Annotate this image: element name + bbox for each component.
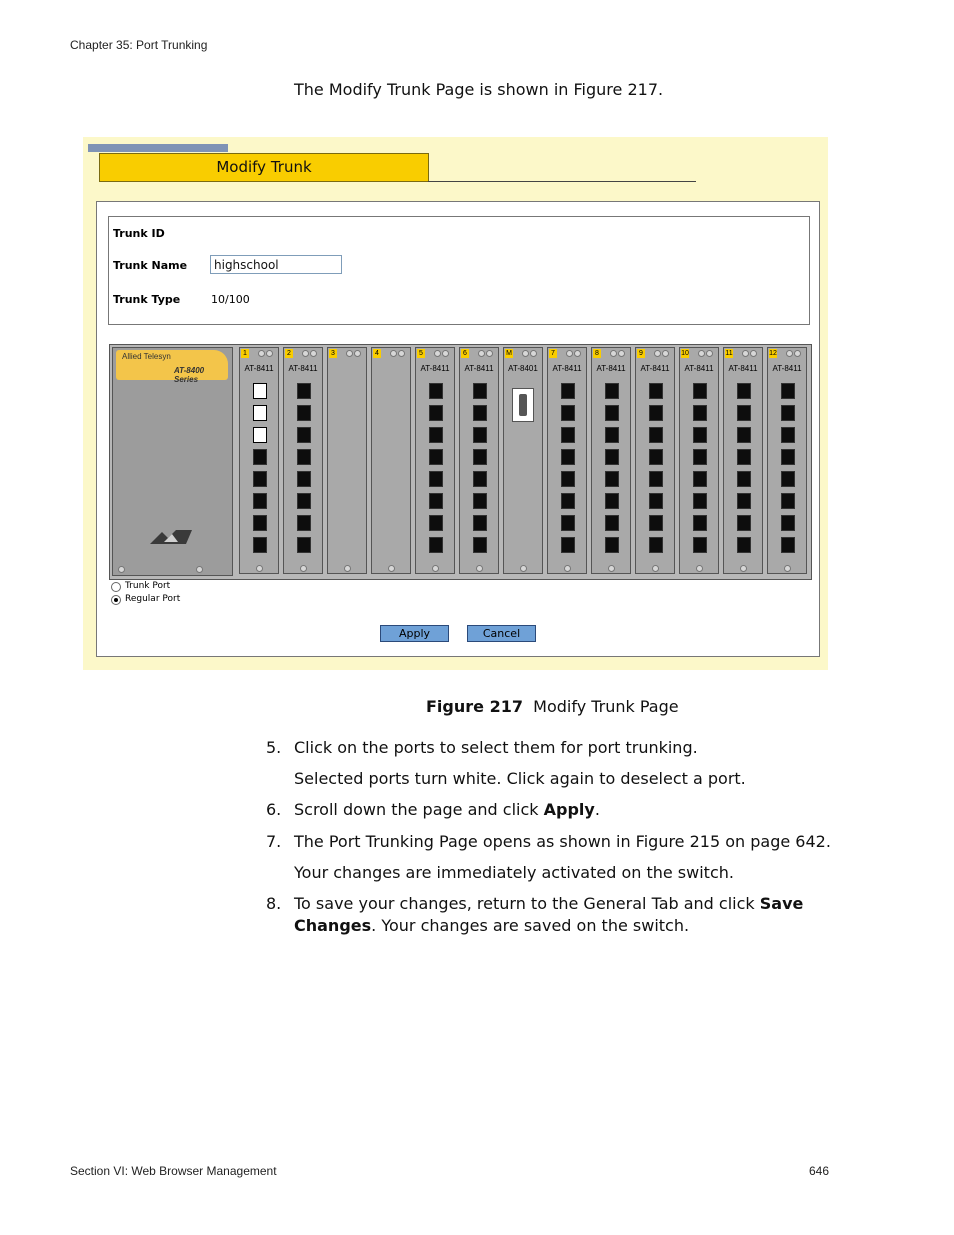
ethernet-port[interactable]	[297, 405, 311, 421]
ethernet-port[interactable]	[253, 449, 267, 465]
ethernet-port[interactable]	[605, 515, 619, 531]
ethernet-port[interactable]	[253, 493, 267, 509]
ethernet-port[interactable]	[737, 537, 751, 553]
ethernet-port[interactable]	[693, 383, 707, 399]
slot-model: AT-8411	[684, 364, 714, 373]
ethernet-port[interactable]	[693, 449, 707, 465]
allied-mark-icon	[148, 528, 194, 546]
ethernet-port[interactable]	[781, 471, 795, 487]
ethernet-port[interactable]	[737, 515, 751, 531]
ethernet-port[interactable]	[297, 515, 311, 531]
ethernet-port[interactable]	[781, 537, 795, 553]
ethernet-port[interactable]	[605, 493, 619, 509]
ethernet-port[interactable]	[561, 493, 575, 509]
step-8-post: . Your changes are saved on the switch.	[371, 916, 690, 935]
step-5-note: Selected ports turn white. Click again to deselect a port.	[294, 769, 746, 788]
ethernet-port[interactable]	[473, 405, 487, 421]
ethernet-port[interactable]	[737, 405, 751, 421]
ethernet-port[interactable]	[429, 427, 443, 443]
slot-model: AT-8401	[508, 364, 538, 373]
screw-icon	[196, 566, 203, 573]
slot-model: AT-8411	[728, 364, 758, 373]
screw-icon	[750, 350, 757, 357]
slot-number: 2	[285, 349, 293, 358]
screw-icon	[302, 350, 309, 357]
ethernet-port[interactable]	[649, 449, 663, 465]
ethernet-port[interactable]	[429, 405, 443, 421]
screw-icon	[388, 565, 395, 572]
step-8-bold: Save	[759, 894, 804, 913]
ethernet-port[interactable]	[561, 383, 575, 399]
ethernet-port[interactable]	[649, 427, 663, 443]
slot-number: 4	[373, 349, 381, 358]
screw-icon	[608, 565, 615, 572]
figure-caption-label: Figure 217	[426, 697, 523, 716]
ethernet-port[interactable]	[561, 427, 575, 443]
slot-number: 3	[329, 349, 337, 358]
ethernet-port[interactable]	[473, 427, 487, 443]
ethernet-port[interactable]	[605, 383, 619, 399]
ethernet-port[interactable]	[253, 405, 267, 421]
tab-underline	[428, 181, 696, 182]
slot-model: AT-8411	[596, 364, 626, 373]
ethernet-port[interactable]	[605, 405, 619, 421]
cancel-button[interactable]: Cancel	[467, 625, 536, 642]
ethernet-port[interactable]	[429, 493, 443, 509]
ethernet-port[interactable]	[693, 405, 707, 421]
ethernet-port[interactable]	[297, 471, 311, 487]
logo-brand: Allied Telesyn	[122, 352, 171, 361]
screw-icon	[486, 350, 493, 357]
trunk-type-value: 10/100	[211, 293, 250, 306]
ethernet-port[interactable]	[781, 449, 795, 465]
ethernet-port[interactable]	[605, 537, 619, 553]
ethernet-port[interactable]	[429, 471, 443, 487]
screw-icon	[266, 350, 273, 357]
ethernet-port[interactable]	[473, 537, 487, 553]
screw-icon	[344, 565, 351, 572]
ethernet-port[interactable]	[781, 405, 795, 421]
ethernet-port[interactable]	[649, 493, 663, 509]
step-6-bold: Apply	[543, 800, 595, 819]
screw-icon	[434, 350, 441, 357]
ethernet-port[interactable]	[649, 405, 663, 421]
serial-port-icon	[512, 388, 534, 422]
ethernet-port[interactable]	[693, 537, 707, 553]
figure-caption	[426, 696, 679, 718]
ethernet-port[interactable]	[693, 515, 707, 531]
module-slot	[679, 347, 719, 574]
step-5-text: Click on the ports to select them for port trunking.	[294, 738, 698, 757]
slot-model: AT-8411	[464, 364, 494, 373]
ethernet-port[interactable]	[253, 515, 267, 531]
trunk-id-label: Trunk ID	[113, 227, 165, 240]
screw-icon	[256, 565, 263, 572]
slot-number: 12	[769, 350, 777, 357]
apply-button[interactable]: Apply	[380, 625, 449, 642]
slot-number: M	[506, 350, 512, 357]
slot-number: 5	[417, 349, 425, 358]
screw-icon	[300, 565, 307, 572]
ethernet-port[interactable]	[605, 449, 619, 465]
module-slot	[415, 347, 455, 574]
ethernet-port[interactable]	[693, 493, 707, 509]
step-7-note: Your changes are immediately activated on the switch.	[294, 863, 734, 882]
module-slot	[239, 347, 279, 574]
ethernet-port[interactable]	[605, 427, 619, 443]
footer-page-number: 646	[809, 1164, 830, 1178]
ethernet-port[interactable]	[649, 471, 663, 487]
module-slot	[547, 347, 587, 574]
ethernet-port[interactable]	[473, 515, 487, 531]
screw-icon	[432, 565, 439, 572]
ethernet-port[interactable]	[561, 405, 575, 421]
ethernet-port[interactable]	[473, 493, 487, 509]
screw-icon	[696, 565, 703, 572]
slot-number: 11	[725, 350, 733, 357]
ethernet-port[interactable]	[561, 449, 575, 465]
ethernet-port[interactable]	[737, 493, 751, 509]
step-6-pre: Scroll down the page and click	[294, 800, 544, 819]
slot-model: AT-8411	[420, 364, 450, 373]
ethernet-port[interactable]	[605, 471, 619, 487]
module-slot	[723, 347, 763, 574]
chapter-header: Chapter 35: Port Trunking	[70, 38, 208, 52]
slot-model: AT-8411	[244, 364, 274, 373]
trunk-type-label: Trunk Type	[113, 293, 181, 306]
screw-icon	[706, 350, 713, 357]
step-number: 7.	[266, 832, 282, 851]
step-number: 5.	[266, 738, 282, 757]
step-6-post: .	[594, 800, 600, 819]
ethernet-port[interactable]	[781, 515, 795, 531]
step-number: 6.	[266, 800, 282, 819]
logo-model: AT-8400 Series	[174, 366, 205, 384]
slot-number: 8	[593, 349, 601, 358]
screw-icon	[574, 350, 581, 357]
trunk-port-radio[interactable]	[111, 582, 121, 592]
screw-icon	[566, 350, 573, 357]
step-number: 8.	[266, 894, 282, 913]
screw-icon	[310, 350, 317, 357]
screw-icon	[522, 350, 529, 357]
screw-icon	[698, 350, 705, 357]
ethernet-port[interactable]	[693, 471, 707, 487]
screw-icon	[742, 350, 749, 357]
module-slot	[283, 347, 323, 574]
ethernet-port[interactable]	[781, 493, 795, 509]
ethernet-port[interactable]	[693, 427, 707, 443]
screw-icon	[478, 350, 485, 357]
ethernet-port[interactable]	[561, 515, 575, 531]
ethernet-port[interactable]	[429, 383, 443, 399]
ethernet-port[interactable]	[429, 515, 443, 531]
slot-number: 1	[241, 349, 249, 358]
ethernet-port[interactable]	[297, 537, 311, 553]
step-6-text	[294, 799, 600, 821]
ethernet-port[interactable]	[737, 383, 751, 399]
allied-telesyn-logo	[116, 350, 228, 384]
slot-number: 7	[549, 349, 557, 358]
step-8-text	[294, 893, 814, 937]
screw-icon	[786, 350, 793, 357]
ethernet-port[interactable]	[737, 471, 751, 487]
screw-icon	[794, 350, 801, 357]
slot-model: AT-8411	[552, 364, 582, 373]
screw-icon	[654, 350, 661, 357]
tab-modify-trunk[interactable]: Modify Trunk	[99, 153, 429, 182]
screw-icon	[442, 350, 449, 357]
step-8-pre: To save your changes, return to the General Tab and click	[294, 894, 760, 913]
ethernet-port[interactable]	[297, 427, 311, 443]
module-slot	[503, 347, 543, 574]
screw-icon	[530, 350, 537, 357]
ethernet-port[interactable]	[253, 537, 267, 553]
trunk-name-input[interactable]: highschool	[210, 255, 342, 274]
ethernet-port[interactable]	[649, 515, 663, 531]
step-7-text: The Port Trunking Page opens as shown in Figure 215 on page 642.	[294, 832, 831, 851]
ethernet-port[interactable]	[297, 493, 311, 509]
ethernet-port[interactable]	[649, 383, 663, 399]
step-8-bold: Changes	[294, 916, 372, 935]
screw-icon	[740, 565, 747, 572]
ethernet-port[interactable]	[649, 537, 663, 553]
module-slot	[591, 347, 631, 574]
slot-model: AT-8411	[288, 364, 318, 373]
ethernet-port[interactable]	[473, 471, 487, 487]
trunk-port-label: Trunk Port	[125, 581, 171, 591]
slot-number: 9	[637, 349, 645, 358]
screw-icon	[618, 350, 625, 357]
module-slot	[459, 347, 499, 574]
ethernet-port[interactable]	[737, 427, 751, 443]
ethernet-port[interactable]	[781, 427, 795, 443]
screw-icon	[564, 565, 571, 572]
module-slot	[371, 347, 411, 574]
figure-caption-text: Modify Trunk Page	[533, 697, 679, 716]
screw-icon	[662, 350, 669, 357]
ethernet-port[interactable]	[297, 383, 311, 399]
ethernet-port[interactable]	[253, 427, 267, 443]
tab-strip	[88, 144, 228, 152]
module-slot	[635, 347, 675, 574]
screw-icon	[610, 350, 617, 357]
screw-icon	[652, 565, 659, 572]
ethernet-port[interactable]	[297, 449, 311, 465]
trunk-name-label: Trunk Name	[113, 259, 188, 272]
ethernet-port[interactable]	[429, 449, 443, 465]
screw-icon	[390, 350, 397, 357]
slot-number: 6	[461, 349, 469, 358]
slot-model: AT-8411	[640, 364, 670, 373]
screw-icon	[476, 565, 483, 572]
intro-text: The Modify Trunk Page is shown in Figure 217.	[294, 80, 664, 99]
ethernet-port[interactable]	[253, 471, 267, 487]
footer-section: Section VI: Web Browser Management	[70, 1164, 277, 1178]
ethernet-port[interactable]	[561, 471, 575, 487]
ethernet-port[interactable]	[429, 537, 443, 553]
slot-number: 10	[681, 350, 689, 357]
module-slot	[327, 347, 367, 574]
ethernet-port[interactable]	[737, 449, 751, 465]
screw-icon	[398, 350, 405, 357]
ethernet-port[interactable]	[561, 537, 575, 553]
screw-icon	[520, 565, 527, 572]
screw-icon	[258, 350, 265, 357]
module-slot	[767, 347, 807, 574]
screw-icon	[784, 565, 791, 572]
ethernet-port[interactable]	[473, 383, 487, 399]
screw-icon	[346, 350, 353, 357]
screw-icon	[354, 350, 361, 357]
screw-icon	[118, 566, 125, 573]
ethernet-port[interactable]	[781, 383, 795, 399]
ethernet-port[interactable]	[253, 383, 267, 399]
slot-model: AT-8411	[772, 364, 802, 373]
ethernet-port[interactable]	[473, 449, 487, 465]
regular-port-label: Regular Port	[125, 594, 181, 604]
regular-port-radio[interactable]	[111, 595, 121, 605]
